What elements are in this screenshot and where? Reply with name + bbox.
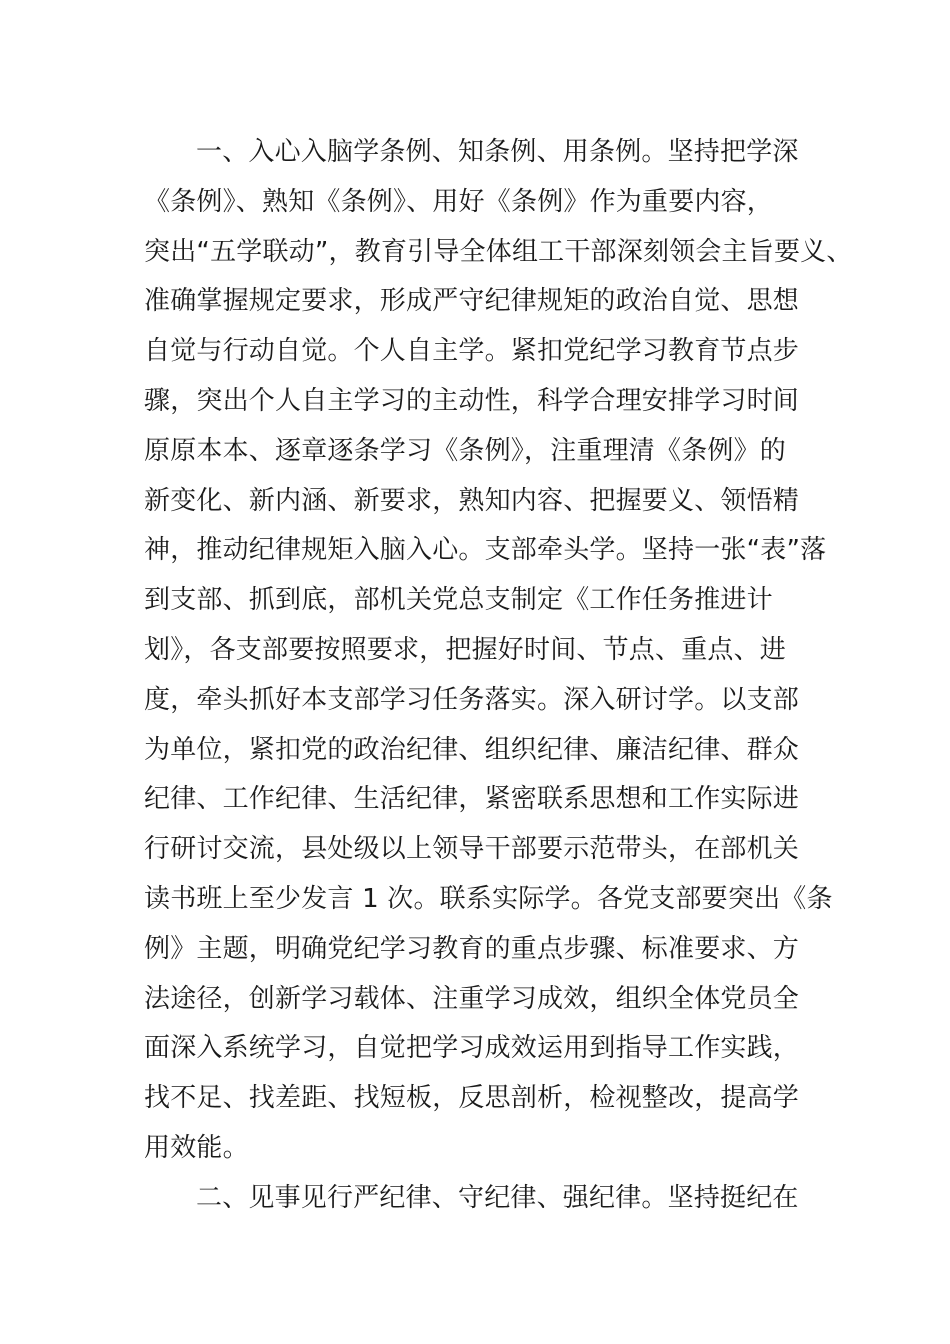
paragraph-1-line-15: 行研讨交流，县处级以上领导干部要示范带头，在部机关 [144,834,800,865]
body-text [144,128,853,1224]
paragraph-1-line-20: 找不足、找差距、找短板，反思剖析，检视整改，提高学 [144,1083,800,1114]
paragraph-1-line-10: 到支部、抓到底，部机关党总支制定《工作任务推进计 [144,585,773,616]
paragraph-1-line-13: 为单位，紧扣党的政治纪律、组织纪律、廉洁纪律、群众 [144,734,800,765]
paragraph-1-line-19: 面深入系统学习，自觉把学习成效运用到指导工作实践， [144,1033,800,1064]
paragraph-1-line-8: 新变化、新内涵、新要求，熟知内容、把握要义、领悟精 [144,485,800,516]
paragraph-1-line-9: 神，推动纪律规矩入脑入心。支部牵头学。坚持一张“表”落 [144,535,827,566]
paragraph-1-line-16: 读书班上至少发言 1 次。联系实际学。各党支部要突出《条 [144,883,833,914]
paragraph-2-line-1: 二、见事见行严纪律、守纪律、强纪律。坚持挺纪在 [196,1182,799,1213]
paragraph-1-line-5: 自觉与行动自觉。个人自主学。紧扣党纪学习教育节点步 [144,336,800,367]
paragraph-1-line-14: 纪律、工作纪律、生活纪律，紧密联系思想和工作实际进 [144,784,800,815]
paragraph-1-line-17: 例》主题，明确党纪学习教育的重点步骤、标准要求、方 [144,933,800,964]
paragraph-1-line-18: 法途径，创新学习载体、注重学习成效，组织全体党员全 [144,983,800,1014]
paragraph-1-line-12: 度，牵头抓好本支部学习任务落实。深入研讨学。以支部 [144,684,800,715]
paragraph-1-line-1: 一、入心入脑学条例、知条例、用条例。坚持把学深 [196,137,799,167]
paragraph-1-line-3: 突出“五学联动”，教育引导全体组工干部深刻领会主旨要义、 [144,236,853,267]
paragraph-1-line-6: 骤，突出个人自主学习的主动性，科学合理安排学习时间 [144,385,800,416]
paragraph-1-line-7: 原原本本、逐章逐条学习《条例》，注重理清《条例》的 [144,435,787,466]
paragraph-1-line-21: 用效能。 [144,1132,249,1163]
paragraph-1-line-2: 《条例》、熟知《条例》、用好《条例》作为重要内容， [144,186,774,217]
paragraph-1-line-11: 划》，各支部要按照要求，把握好时间、节点、重点、进 [144,634,787,665]
paragraph-1-line-4: 准确掌握规定要求，形成严守纪律规矩的政治自觉、思想 [144,286,800,317]
